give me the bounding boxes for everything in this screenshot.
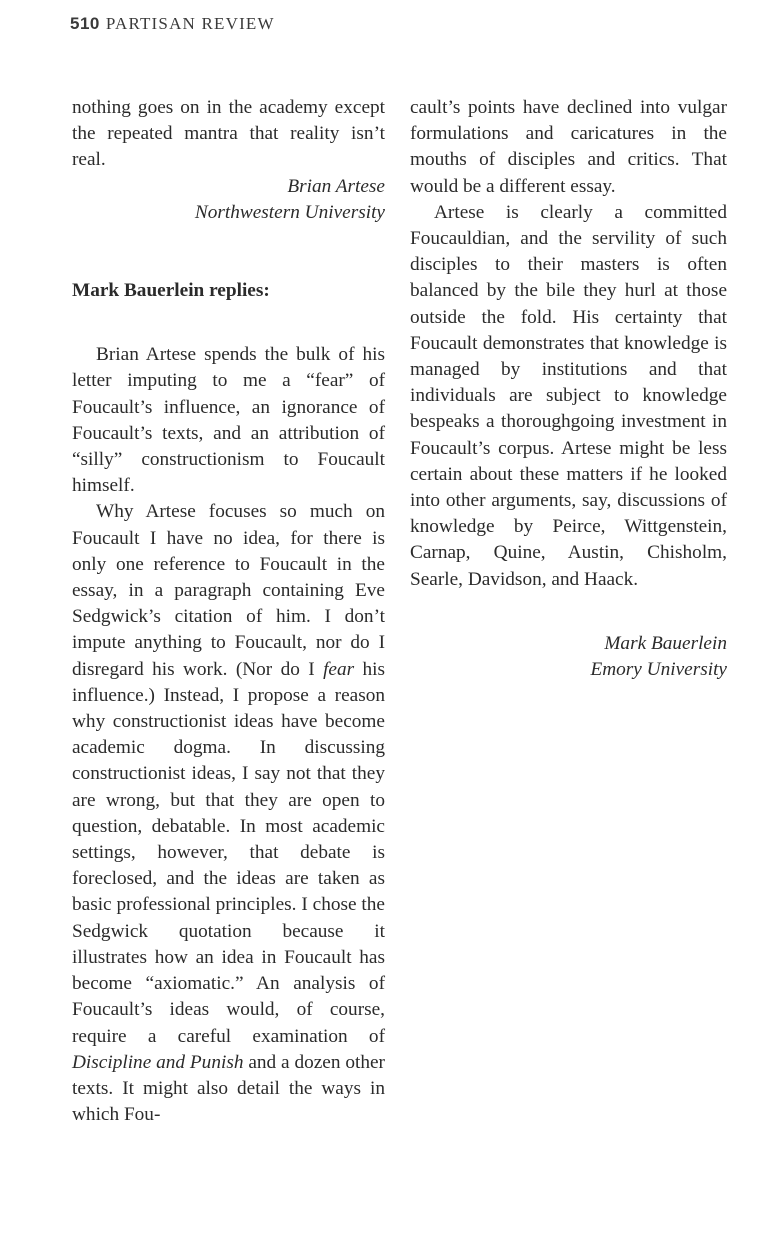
journal-title: PARTISAN REVIEW — [105, 14, 275, 33]
letter-author: Brian Artese — [287, 175, 385, 197]
paragraph-text: Why Artese focuses so much on Foucault I have no idea, for there is only one reference to Foucault in the essay, in a paragraph containing Eve Sedgwick’s citation of him. I don’t impute anything to Foucault, nor do I disregard his work. (Nor do I — [72, 501, 385, 680]
reply-affiliation: Emory University — [590, 659, 727, 681]
right-column — [410, 95, 727, 683]
page-number: 510 — [70, 14, 100, 33]
reply-signature — [410, 631, 727, 683]
reply-paragraph-3: Artese is clearly a committed Foucauldian, and the servility of such disciples to their masters is often balanced by the bile they hurl at those outside the fold. His certainty that Foucault demonstrates that knowledge is managed by institutions and that individuals are subject to knowledge bespeaks a thoroughgoing investment in Foucault’s corpus. Artese might be less certain about these matters if he looked into other arguments, say, discussions of knowledge by Peirce, Wittgenstein, Carnap, Quine, Austin, Chisholm, Searle, Davidson, and Haack. — [410, 201, 727, 590]
reply-author: Mark Bauerlein — [604, 632, 727, 654]
emphasis-fear: fear — [323, 658, 355, 680]
letter-closing-text: nothing goes on in the academy except the repeated mantra that reality isn’t real. — [72, 97, 385, 171]
left-column — [72, 95, 385, 1128]
book-title: Discipline and Punish — [72, 1051, 244, 1073]
reply-heading: Mark Bauerlein replies: — [72, 280, 270, 302]
paragraph-text: his influence.) Instead, I propose a reason why constructionist ideas have become academic dogma. In discussing constructionist ideas, I say not that they are wrong, but that they are open to question, debatable. In most academic settings, however, that debate is foreclosed, and the ideas are taken as basic professional principles. I chose the Sedgwick quotation because it illustrates how an idea in Foucault has become “axiomatic.” An analysis of Foucault’s ideas would, of course, require a careful examination of — [72, 658, 386, 1047]
reply-paragraph-2 — [72, 499, 385, 1128]
paragraph-text: and a dozen other texts. It might also detail the ways in which Fou- — [72, 1051, 385, 1126]
letter-affiliation: Northwestern University — [194, 201, 385, 223]
reply-continued-text: cault’s points have declined into vulgar formulations and caricatures in the mouths of disciples and critics. That would be a different essay. — [410, 97, 727, 197]
running-header — [70, 14, 275, 34]
reply-paragraph-1: Brian Artese spends the bulk of his letter imputing to me a “fear” of Foucault’s influence, an ignorance of Foucault’s texts, and an attribution of “silly” constructionism to Foucault himself. — [72, 344, 385, 497]
